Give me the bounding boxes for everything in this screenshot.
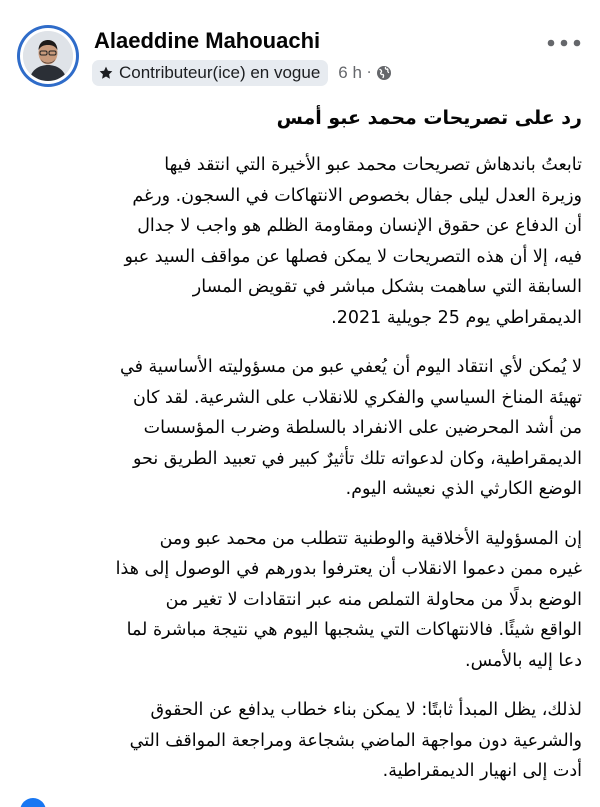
- post-title: رد على تصريحات محمد عبو أمس: [276, 107, 582, 129]
- author-avatar[interactable]: [17, 25, 79, 87]
- paragraph-line: الوضع بدلًا من محاولة التملص منه عبر انتقادات لا تغير من: [165, 589, 582, 610]
- paragraph-line: لا يُمكن لأي انتقاد اليوم أن يُعفي عبو من مسؤوليته الأساسية في: [120, 357, 582, 377]
- post-paragraph: [18, 150, 582, 333]
- star-icon: [98, 65, 114, 81]
- top-contributor-badge[interactable]: [92, 60, 328, 86]
- paragraph-line: فيه، إلا أن هذه التصريحات لا يمكن فصلها عن مواقف السيد عبو: [124, 246, 582, 267]
- meta-separator: ·: [366, 65, 372, 81]
- paragraph-line: والشرعية دون مواجهة الماضي بشجاعة ومراجعة المواقف التي: [129, 730, 582, 751]
- paragraph-line: أن الدفاع عن حقوق الإنسان ومقاومة الظلم هو واجب لا جدال: [137, 216, 582, 236]
- author-name[interactable]: Alaeddine Mahouachi: [94, 28, 321, 53]
- badge-label: Contributeur(ice) en vogue: [119, 63, 321, 82]
- more-options-icon[interactable]: [546, 36, 582, 50]
- paragraph-line: من أشد المحرضين على الانفراد بالسلطة وضرب المؤسسات: [143, 418, 582, 438]
- post-paragraph: [18, 695, 582, 787]
- post-time[interactable]: 6 h: [338, 63, 362, 82]
- paragraph-line: الواقع شيئًا. فالانتهاكات التي يشجبها اليوم هي نتيجة مباشرة لما: [126, 620, 582, 640]
- paragraph-line: دعا إليه بالأمس.: [465, 650, 582, 671]
- user-photo-icon: [23, 31, 73, 81]
- avatar-ring: [20, 28, 76, 84]
- paragraph-line: السابقة التي ساهمت بشكل مباشر في تقويض المسار: [192, 277, 582, 297]
- paragraph-line: تهيئة المناخ السياسي والفكري للانقلاب على الشرعية. لقد كان: [132, 387, 582, 408]
- globe-icon[interactable]: [376, 65, 392, 81]
- paragraph-line: غيره ممن دعموا الانقلاب أن يعترفوا بدورهم في الوصول إلى هذا: [115, 559, 582, 579]
- paragraph-line: أدت إلى انهيار الديمقراطية.: [382, 761, 582, 781]
- post-paragraph: [18, 352, 582, 505]
- paragraph-line: إن المسؤولية الأخلاقية والوطنية تتطلب من محمد عبو ومن: [159, 528, 582, 549]
- paragraph-line: لذلك، يظل المبدأ ثابتًا: لا يمكن بناء خطاب يدافع عن الحقوق: [150, 700, 582, 720]
- paragraph-line: الوضع الكارثي الذي نعيشه اليوم.: [345, 479, 582, 499]
- post-content: [18, 98, 582, 806]
- post-meta: [92, 60, 392, 86]
- paragraph-line: الديمقراطي يوم 25 جويلية 2021.: [331, 307, 582, 328]
- paragraph-line: الديمقراطية، وكان لدعواته تلك تأثيرٌ كبير في تعبيد الطريق نحو: [133, 448, 582, 469]
- paragraph-line: تابعتُ باندهاش تصريحات محمد عبو الأخيرة التي انتقد فيها: [164, 155, 582, 175]
- post-header: [0, 0, 600, 100]
- post-paragraph: [18, 524, 582, 677]
- paragraph-line: وزيرة العدل ليلى جفال بخصوص الانتهاكات في السجون. ورغم: [132, 185, 582, 206]
